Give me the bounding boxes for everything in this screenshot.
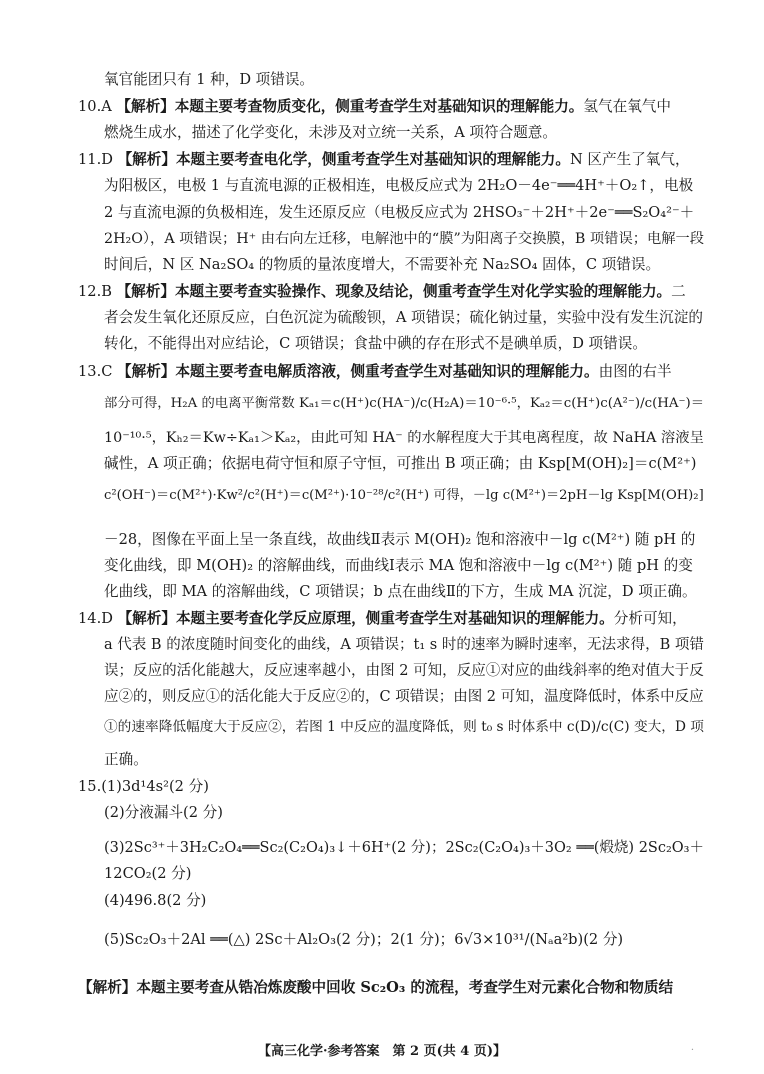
text-line xyxy=(0,978,764,998)
text-line: (3)2Sc³⁺＋3H₂C₂O₄══Sc₂(C₂O₄)₃↓＋6H⁺(2 分)；2Sc₂(C₂O₄)₃＋3O₂ ══(煅烧) 2Sc₂O₃＋ xyxy=(104,840,704,856)
text-line: (4)496.8(2 分) xyxy=(104,892,207,909)
text-line: －28，图像在平面上呈一条直线，故曲线Ⅱ表示 M(OH)₂ 饱和溶液中－lg c(M²⁺) 随 pH 的 xyxy=(104,531,696,548)
text-line: 14.D 【解析】本题主要考查化学反应原理，侧重考查学生对基础知识的理解能力。分析可知， xyxy=(78,610,687,627)
analysis-heading: 【解析】本题主要考查实验操作、现象及结论，侧重考查学生对化学实验的理解能力。 xyxy=(116,283,672,300)
text-line: 变化曲线，即 M(OH)₂ 的溶解曲线，而曲线Ⅰ表示 MA 饱和溶液中－lg c(M²⁺) 随 pH 的变 xyxy=(104,557,693,574)
text-line: (5)Sc₂O₃＋2Al ══(△) 2Sc＋Al₂O₃(2 分)；2(1 分)；6√3×10³¹/(Nₐa²b)(2 分) xyxy=(104,931,624,948)
text-line: 12CO₂(2 分) xyxy=(104,865,192,882)
analysis-heading: 【解析】本题主要考查化学反应原理，侧重考查学生对基础知识的理解能力。 xyxy=(117,610,614,627)
corner-mark: · xyxy=(690,1045,694,1056)
text-line: 11.D 【解析】本题主要考查电化学，侧重考查学生对基础知识的理解能力。N 区产生了氧气， xyxy=(78,151,690,168)
text-line: 氧官能团只有 1 种，D 项错误。 xyxy=(104,71,315,88)
text-line: 为阳极区，电极 1 与直流电源的正极相连，电极反应式为 2H₂O－4e⁻══4H⁺＋O₂↑，电极 xyxy=(104,177,694,194)
text-line: a 代表 B 的浓度随时间变化的曲线，A 项错误；t₁ s 时的速率为瞬时速率，无法求得，B 项错 xyxy=(104,637,704,653)
analysis-heading: 【解析】本题主要考查从锆冶炼废酸中回收 Sc₂O₃ 的流程，考查学生对元素化合物和物质结 xyxy=(78,979,674,996)
text-line: c²(OH⁻)＝c(M²⁺)·Kw²/c²(H⁺)＝c(M²⁺)·10⁻²⁸/c²(H⁺) 可得，－lg c(M²⁺)＝2pH－lg Ksp[M(OH)₂] xyxy=(104,488,704,503)
text-line: 误；反应的活化能越大，反应速率越小，由图 2 可知，反应①对应的曲线斜率的绝对值大于反 xyxy=(104,663,704,679)
text-line: 10.A 【解析】本题主要考查物质变化，侧重考查学生对基础知识的理解能力。氢气在氧气中 xyxy=(78,98,671,115)
text-line: 12.B 【解析】本题主要考查实验操作、现象及结论，侧重考查学生对化学实验的理解能力。二 xyxy=(78,283,686,300)
text-line: 时间后，N 区 Na₂SO₄ 的物质的量浓度增大，不需要补充 Na₂SO₄ 固体，C 项错误。 xyxy=(104,256,661,273)
text-line: 转化，不能得出对应结论，C 项错误；食盐中碘的存在形式不是碘单质，D 项错误。 xyxy=(104,335,647,352)
text-line: 者会发生氧化还原反应，白色沉淀为硫酸钡，A 项错误；硫化钠过量，实验中没有发生沉淀的 xyxy=(104,309,703,326)
analysis-heading: 【解析】本题主要考查物质变化，侧重考查学生对基础知识的理解能力。 xyxy=(116,98,584,115)
text-line: 燃烧生成水，描述了化学变化，未涉及对立统一关系，A 项符合题意。 xyxy=(104,124,557,141)
text-line: 应②的，则反应①的活化能大于反应②的，C 项错误；由图 2 可知，温度降低时，体系中反应 xyxy=(104,689,704,705)
text-line: 化曲线，即 MA 的溶解曲线，C 项错误；b 点在曲线Ⅱ的下方，生成 MA 沉淀，D 项正确。 xyxy=(104,583,697,600)
text-line: 10⁻¹⁰·⁵，Kₕ₂＝Kw÷Kₐ₁＞Kₐ₂，由此可知 HA⁻ 的水解程度大于其电离程度，故 NaHA 溶液呈 xyxy=(104,430,704,446)
text-line: 正确。 xyxy=(104,751,148,768)
text-line: 2 与直流电源的负极相连，发生还原反应（电极反应式为 2HSO₃⁻＋2H⁺＋2e⁻══S₂O₄²⁻＋ xyxy=(104,204,695,221)
text-line: 碱性，A 项正确；依据电荷守恒和原子守恒，可推出 B 项正确；由 Ksp[M(OH)₂]＝c(M²⁺) xyxy=(104,455,697,472)
text-line: 2H₂O），A 项错误；H⁺ 由右向左迁移，电解池中的“膜”为阳离子交换膜，B 项错误；电解一段 xyxy=(104,231,705,247)
text-line: 13.C 【解析】本题主要考查电解质溶液，侧重考查学生对基础知识的理解能力。由图的右半 xyxy=(78,363,672,380)
analysis-heading: 【解析】本题主要考查电解质溶液，侧重考查学生对基础知识的理解能力。 xyxy=(117,363,599,380)
analysis-heading: 【解析】本题主要考查电化学，侧重考查学生对基础知识的理解能力。 xyxy=(117,151,570,168)
page-footer: 【高三化学·参考答案 第 2 页(共 4 页)】 xyxy=(257,1044,507,1059)
text-line: 部分可得，H₂A 的电离平衡常数 Kₐ₁＝c(H⁺)c(HA⁻)/c(H₂A)＝10⁻⁶·⁵，Kₐ₂＝c(H⁺)c(A²⁻)/c(HA⁻)＝ xyxy=(104,396,705,411)
text-line: 15.(1)3d¹4s²(2 分) xyxy=(78,778,209,795)
text-line: ①的速率降低幅度大于反应②，若图 1 中反应的温度降低，则 t₀ s 时体系中 c(D)/c(C) 变大，D 项 xyxy=(104,719,704,735)
text-line: (2)分液漏斗(2 分) xyxy=(104,804,223,821)
